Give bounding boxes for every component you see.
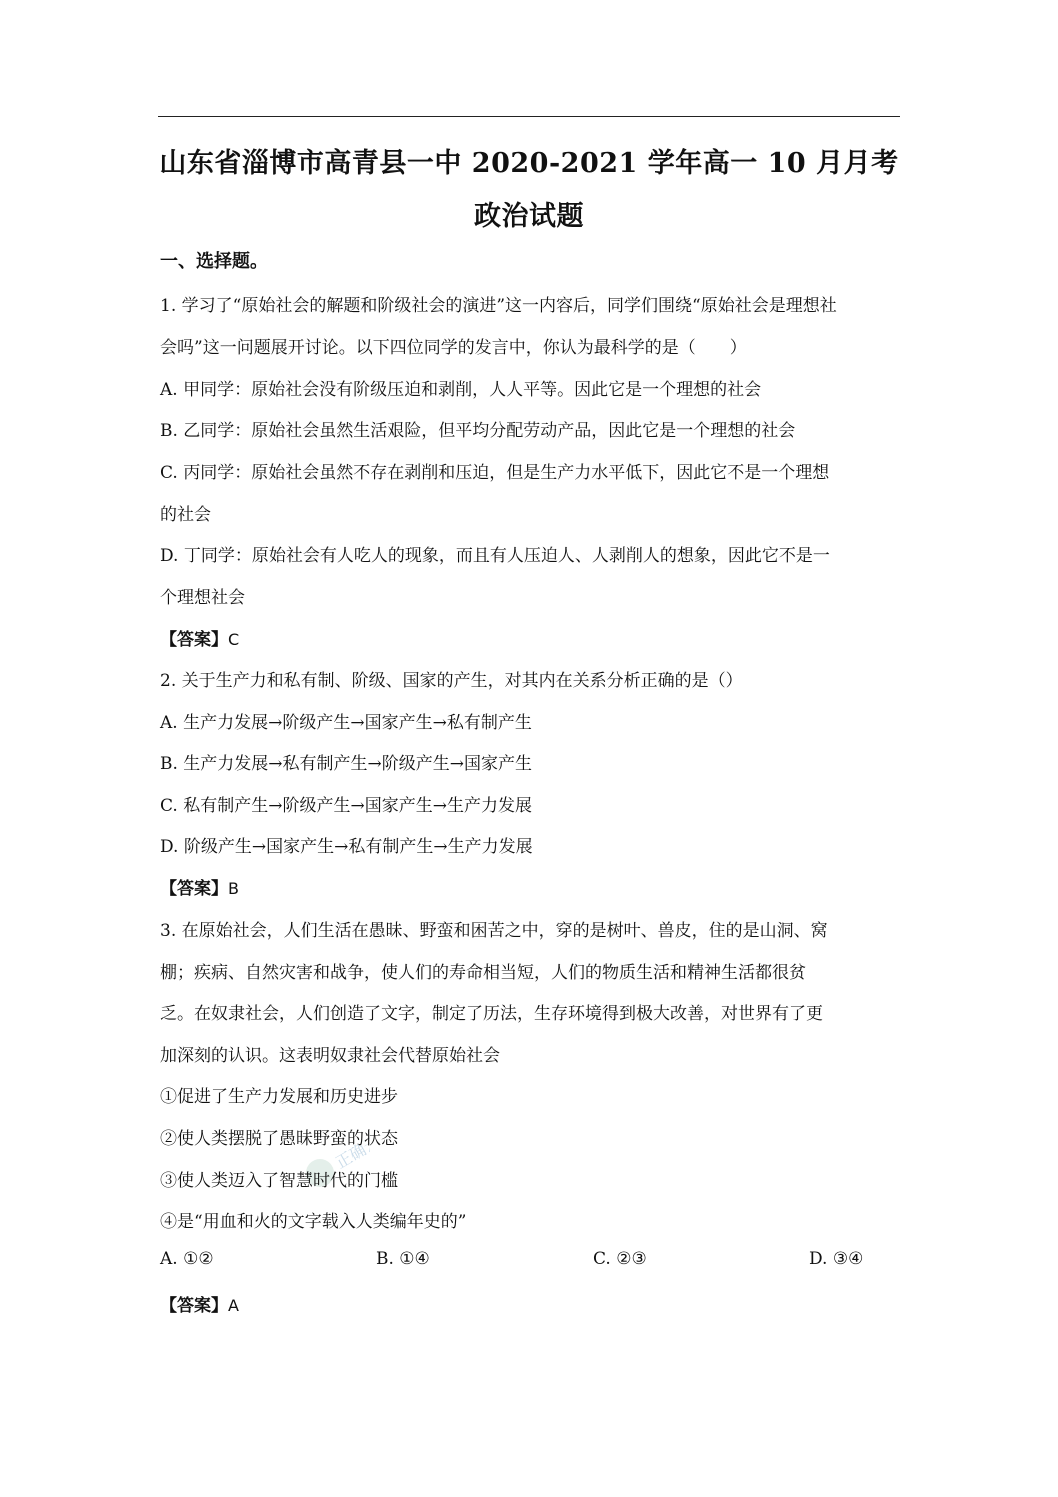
question-1-line-2: 会吗”这一问题展开讨论。以下四位同学的发言中，你认为最科学的是（ ）	[160, 338, 747, 358]
question-3-choice-b: B. ①④	[376, 1249, 430, 1269]
question-3-line-2: 棚；疾病、自然灾害和战争，使人们的寿命相当短，人们的物质生活和精神生活都很贫	[160, 963, 806, 983]
question-1-option-d: D. 丁同学：原始社会有人吃人的现象，而且有人压迫人、人剥削人的想象，因此它不是一	[160, 546, 830, 566]
question-1-option-a: A. 甲同学：原始社会没有阶级压迫和剥削，人人平等。因此它是一个理想的社会	[160, 380, 762, 400]
question-3-line-4: 加深刻的认识。这表明奴隶社会代替原始社会	[160, 1046, 500, 1066]
question-1-option-d-cont: 个理想社会	[160, 588, 245, 608]
question-1-option-c: C. 丙同学：原始社会虽然不存在剥削和压迫，但是生产力水平低下，因此它不是一个理想	[160, 463, 830, 483]
question-1-line-1: 1. 学习了“原始社会的解题和阶级社会的演进”这一内容后，同学们围绕“原始社会是理想社	[160, 296, 837, 316]
svg-text:正确云: 正确云	[332, 1135, 370, 1173]
question-2-option-c: C. 私有制产生→阶级产生→国家产生→生产力发展	[160, 796, 532, 816]
watermark-logo-text: ​	[282, 256, 294, 275]
question-3-choice-a: A. ①②	[160, 1249, 214, 1269]
question-2-line-1: 2. 关于生产力和私有制、阶级、国家的产生，对其内在关系分析正确的是（）	[160, 671, 743, 691]
answer-value: B	[228, 879, 239, 898]
question-1-answer	[160, 625, 239, 650]
question-3-statement-4: ④是“用血和火的文字载入人类编年史的”	[160, 1212, 467, 1232]
question-3-answer	[160, 1291, 239, 1316]
question-3-choice-c: C. ②③	[593, 1249, 647, 1269]
question-2-option-a: A. 生产力发展→阶级产生→国家产生→私有制产生	[160, 713, 532, 733]
question-3-statement-1: ①促进了生产力发展和历史进步	[160, 1087, 398, 1107]
question-2-option-d: D. 阶级产生→国家产生→私有制产生→生产力发展	[160, 837, 533, 857]
question-2-answer	[160, 874, 239, 899]
question-3-line-1: 3. 在原始社会，人们生活在愚昧、野蛮和困苦之中，穿的是树叶、兽皮，住的是山洞、窝	[160, 921, 828, 941]
question-3-line-3: 乏。在奴隶社会，人们创造了文字，制定了历法，生存环境得到极大改善，对世界有了更	[160, 1004, 823, 1024]
answer-label: 【答案】	[160, 879, 228, 899]
answer-value: A	[228, 1296, 239, 1315]
answer-label: 【答案】	[160, 630, 228, 650]
document-title-line2: 政治试题	[474, 201, 584, 232]
question-1-option-c-cont: 的社会	[160, 505, 211, 525]
document-title-line1: 山东省淄博市高青县一中 2020-2021 学年高一 10 月月考	[159, 148, 899, 179]
answer-value: C	[228, 630, 240, 649]
question-3-statement-2: ②使人类摆脱了愚昧野蛮的状态	[160, 1129, 398, 1149]
header-rule	[158, 116, 900, 117]
question-1-option-b: B. 乙同学：原始社会虽然生活艰险，但平均分配劳动产品，因此它是一个理想的社会	[160, 421, 796, 441]
section-heading: 一、选择题。	[160, 251, 268, 272]
question-2-option-b: B. 生产力发展→私有制产生→阶级产生→国家产生	[160, 754, 533, 774]
question-3-choice-d: D. ③④	[809, 1249, 864, 1269]
question-3-statement-3: ③使人类迈入了智慧时代的门槛	[160, 1171, 398, 1191]
answer-label: 【答案】	[160, 1296, 228, 1316]
